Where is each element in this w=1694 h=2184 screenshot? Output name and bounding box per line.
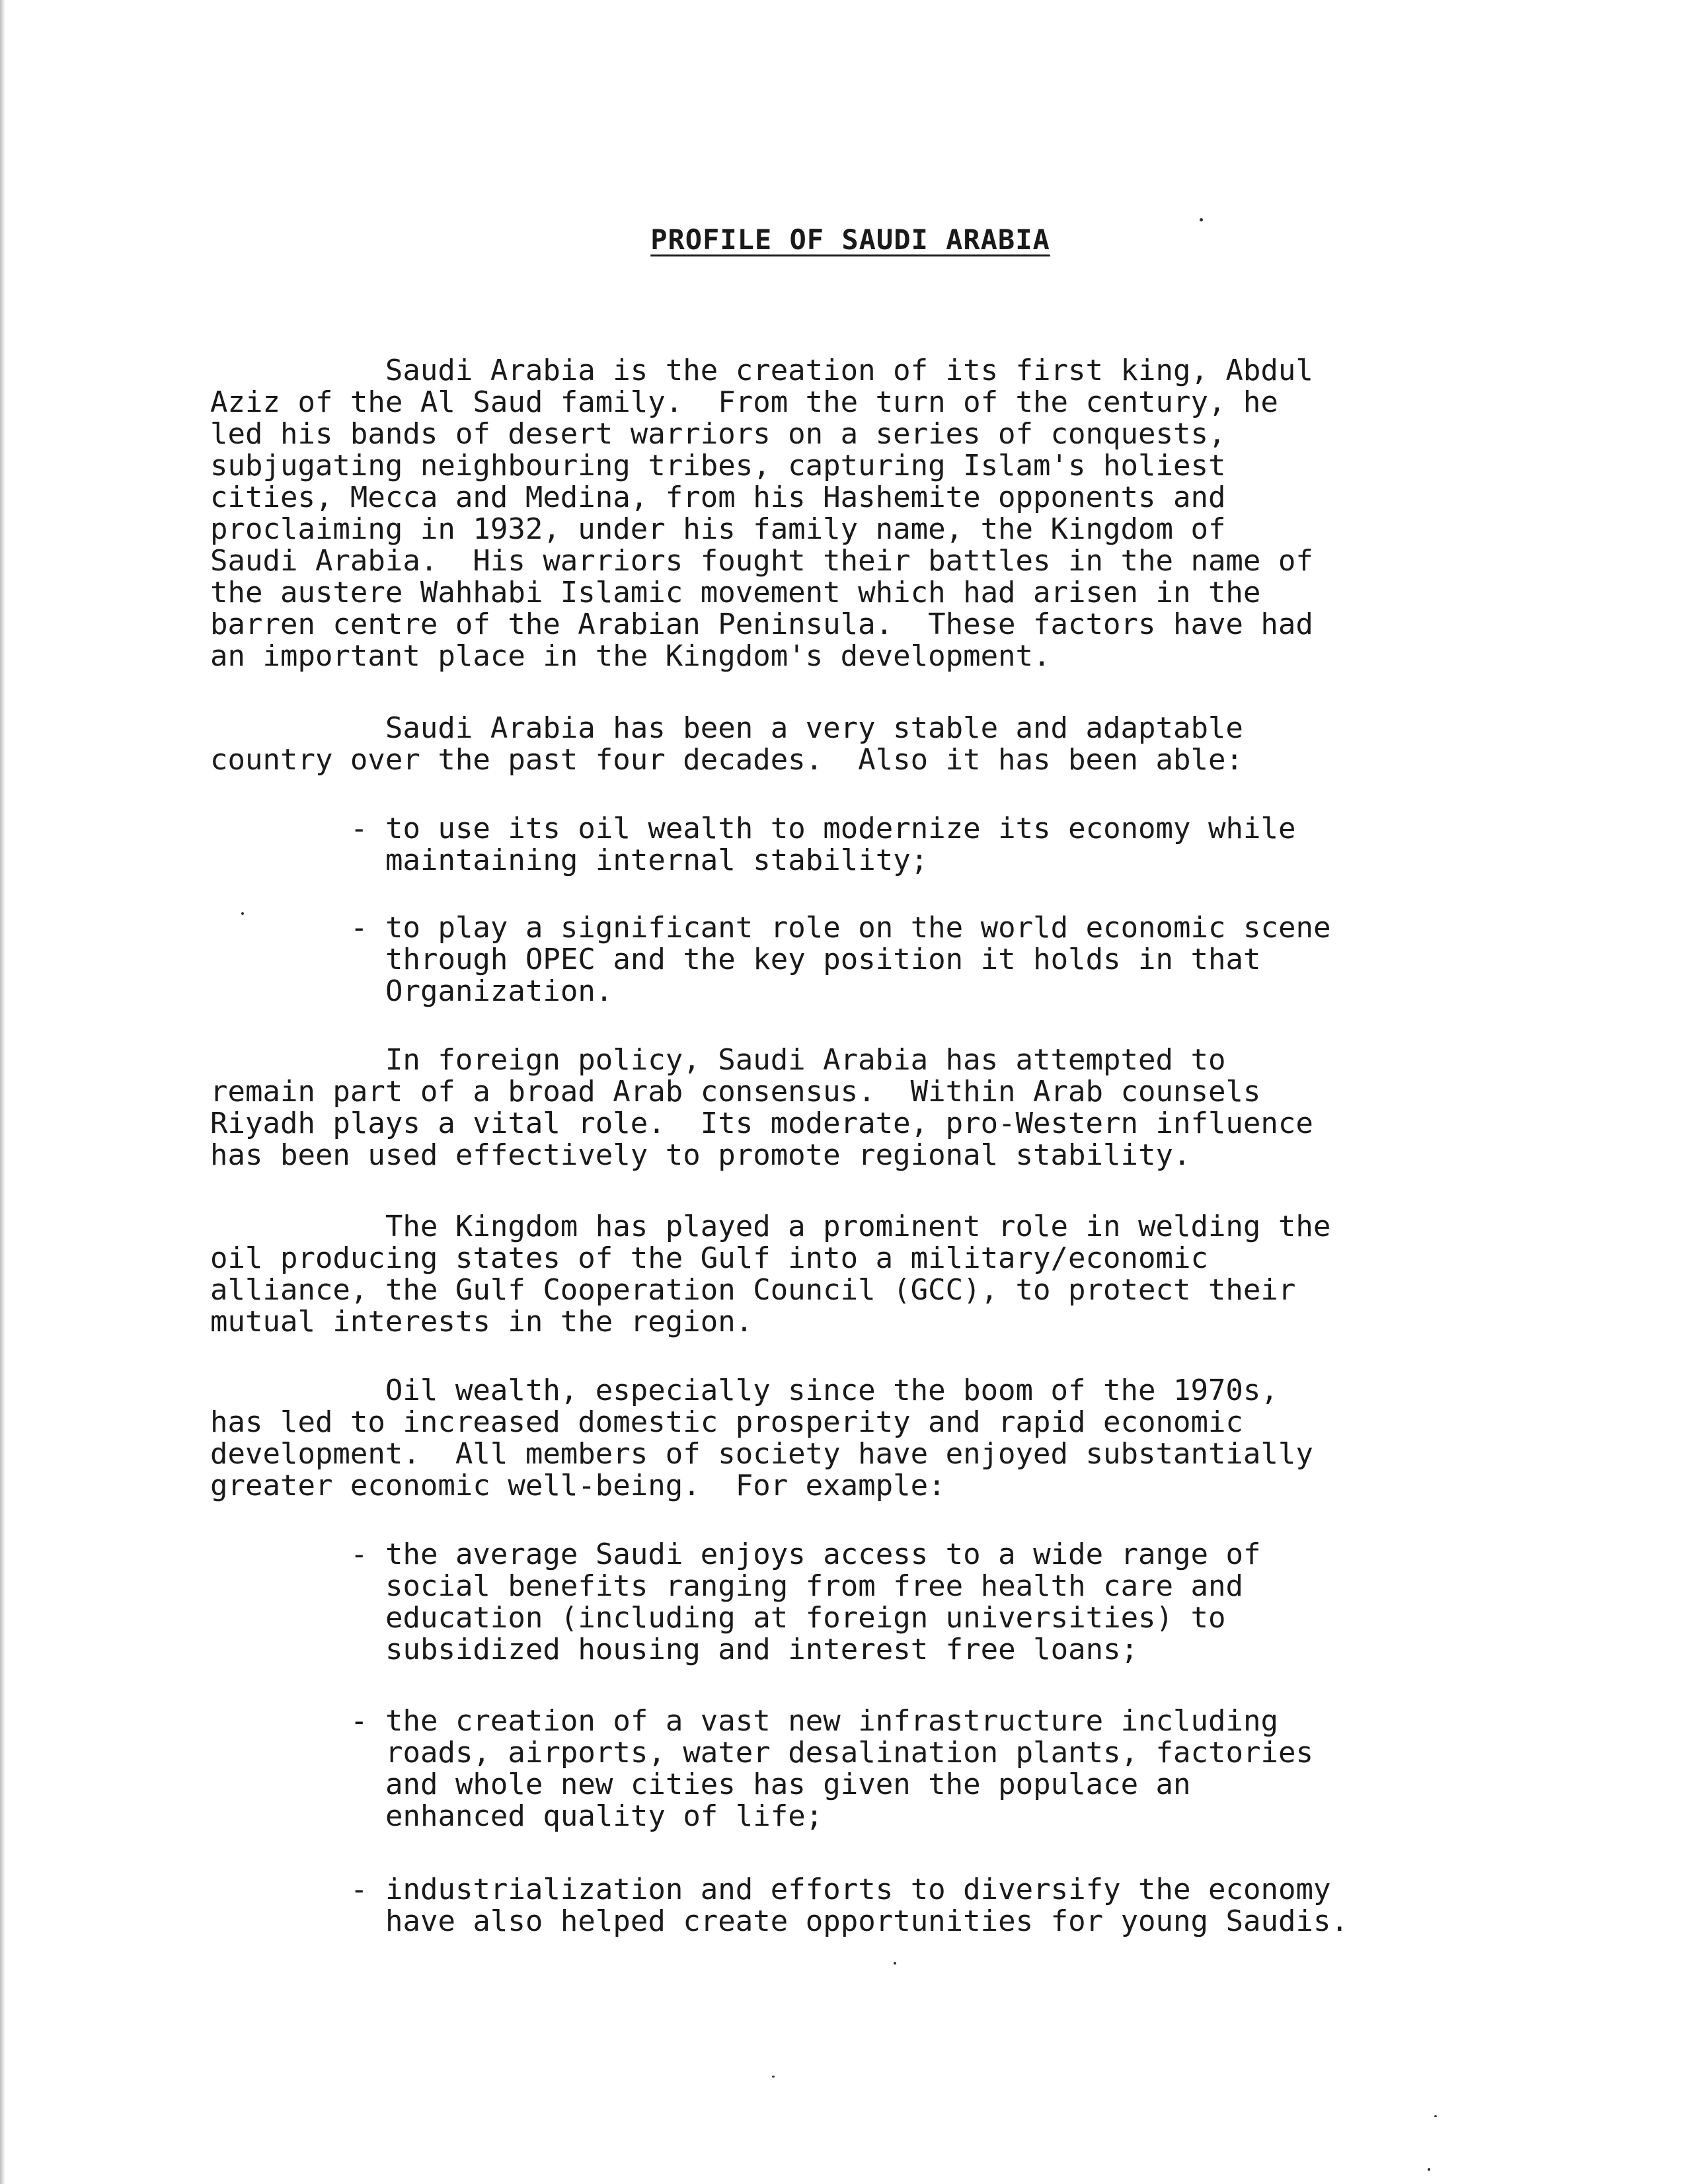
bullet-social-benefits: - the average Saudi enjoys access to a wide range of social benefits ranging from free health care and education (including at foreign universities) to subsidized housing and interest free loans; [350, 1538, 1261, 1666]
scan-speck [1428, 2168, 1430, 2171]
bullet-infrastructure: - the creation of a vast new infrastructure including roads, airports, water desalination plants, factories and whole new cities has given the populace an enhanced quality of life; [350, 1704, 1313, 1833]
paragraph-stability: Saudi Arabia has been a very stable and adaptable country over the past four decades. Also it has been able: [210, 711, 1243, 777]
bullet-industrialization: - industrialization and efforts to diversify the economy have also helped create opportunities for young Saudis. [350, 1873, 1348, 1938]
scan-edge [0, 0, 5, 2184]
paragraph-gcc: The Kingdom has played a prominent role in welding the oil producing states of the Gulf into a military/economic alliance, the Gulf Cooperation Council (GCC), to protect their mutual interests in the region. [210, 1210, 1331, 1339]
scan-speck [894, 1962, 896, 1965]
scan-speck [241, 912, 244, 915]
scan-speck [772, 2076, 775, 2078]
scan-speck [1200, 218, 1203, 221]
document-title: PROFILE OF SAUDI ARABIA [650, 223, 1050, 256]
scan-speck [1434, 2115, 1437, 2117]
paragraph-history: Saudi Arabia is the creation of its first king, Abdul Aziz of the Al Saud family. From the turn of the century, he led his bands of desert warriors on a series of conquests, subjugating neighbouring tribes, capturing Islam's holiest cities, Mecca and Medina, from his Hashemite opponents and proclaiming in 1932, under his family name, the Kingdom of Saudi Arabia. His warriors fought their battles in the name of the austere Wahhabi Islamic movement which had arisen in the barren centre of the Arabian Peninsula. These factors have had an important place in the Kingdom's development. [210, 354, 1313, 673]
bullet-oil-wealth: - to use its oil wealth to modernize its economy while maintaining internal stability; [350, 812, 1296, 877]
bullet-opec-role: - to play a significant role on the world economic scene through OPEC and the key position it holds in that Organization. [350, 911, 1331, 1008]
paragraph-oil-wealth: Oil wealth, especially since the boom of the 1970s, has led to increased domestic prosperity and rapid economic development. All members of society have enjoyed substantially greater economic well-being. For example: [210, 1374, 1313, 1502]
paragraph-foreign-policy: In foreign policy, Saudi Arabia has attempted to remain part of a broad Arab consensus. Within Arab counsels Riyadh plays a vital role. Its moderate, pro-Western influence has been used effectively to promote regional stability. [210, 1043, 1313, 1172]
